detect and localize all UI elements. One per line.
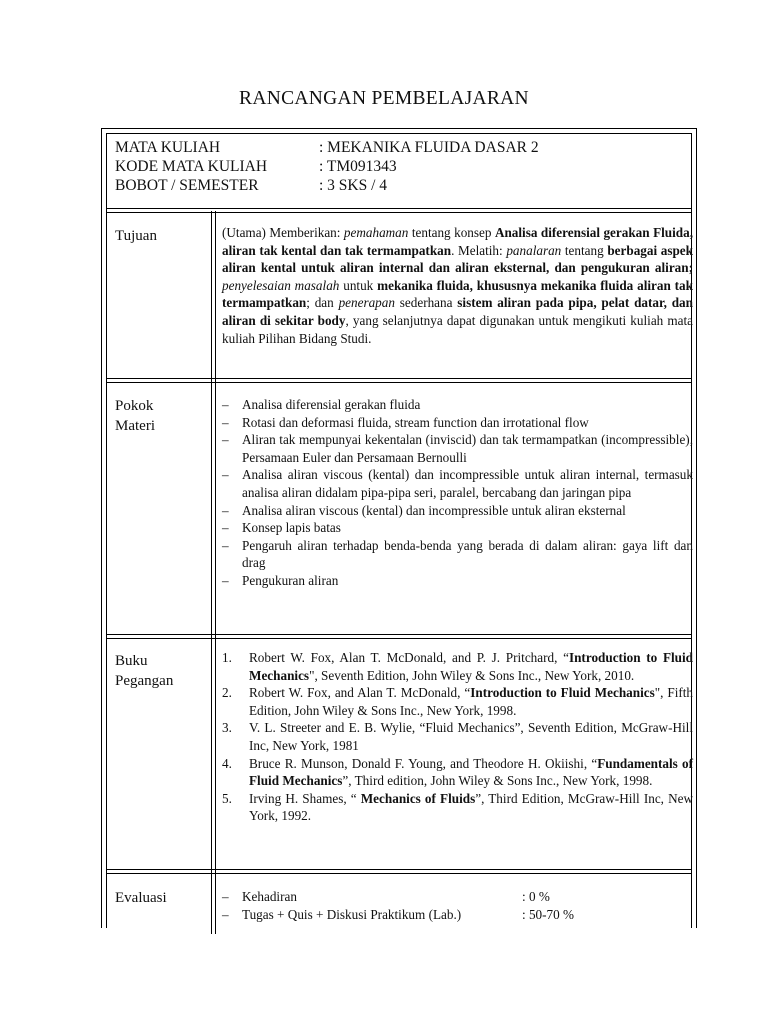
course-table-inner	[106, 133, 692, 928]
reference-number: 5.	[222, 790, 232, 806]
list-item: – Aliran tak mempunyai kekentalan (inviscid) dan tak termampatkan (incompressible), Persamaan Euler dan Persamaan Bernoulli	[222, 431, 693, 466]
text-run: Robert W. Fox, and Alan T. McDonald, “	[249, 685, 471, 701]
label-line: Pokok	[115, 398, 154, 414]
list-item: – Analisa diferensial gerakan fluida	[222, 396, 693, 414]
text-run: Bruce R. Munson, Donald F. Young, and Theodore H. Okiishi, “	[249, 755, 598, 771]
label-line: Buku	[115, 653, 148, 669]
header-row-credits	[115, 176, 387, 195]
page-title: RANCANGAN PEMBELAJARAN	[239, 88, 529, 109]
reference-item	[222, 755, 693, 790]
text-run: sistem aliran pada pipa, pelat datar, dan aliran di sekitar body	[222, 295, 693, 328]
list-item: – Konsep lapis batas	[222, 519, 693, 537]
divider	[107, 634, 691, 639]
reference-item	[222, 649, 693, 684]
text-run: Analisa diferensial gerakan Fluida, aliran tak kental dan tak termampatkan	[222, 225, 694, 258]
reference-item	[222, 790, 693, 825]
pokok-materi-label	[115, 396, 155, 436]
evaluasi-list	[222, 888, 693, 923]
text-run: . Melatih:	[451, 242, 507, 258]
text-run: sederhana	[394, 295, 458, 311]
evaluasi-row	[222, 888, 693, 906]
column-divider	[211, 211, 216, 934]
text-run: berbagai aspek aliran kental untuk aliran internal dan aliran eksternal, dan pengukuran aliran;	[222, 242, 693, 276]
list-item: – Analisa aliran viscous (kental) dan incompressible untuk aliran internal, termasuk analisa aliran didalam pipa-pipa seri, paralel, bercabang dan jaringan pipa	[222, 466, 693, 501]
divider	[107, 378, 691, 383]
evaluasi-label: Evaluasi	[115, 890, 167, 906]
header-value: : TM091343	[319, 158, 397, 175]
evaluasi-name: Kehadiran	[242, 889, 297, 904]
evaluasi-name: Tugas + Quis + Diskusi Praktikum (Lab.)	[242, 906, 462, 922]
list-item: – Pengaruh aliran terhadap benda-benda yang berada di dalam aliran: gaya lift dan drag	[222, 537, 693, 572]
reference-number: 4.	[222, 755, 232, 771]
text-run: Fundamentals of Fluid Mechanics	[249, 755, 693, 789]
header-key: KODE MATA KULIAH	[115, 158, 268, 175]
buku-pegangan-list	[222, 649, 693, 825]
text-run: penerapan	[338, 295, 395, 311]
text-run: panalaran	[506, 242, 562, 258]
text-run: tentang	[561, 242, 608, 258]
text-run: Robert W. Fox, Alan T. McDonald, and P. J. Pritchard, “	[249, 650, 569, 665]
pokok-materi-list	[222, 396, 693, 590]
list-item: – Rotasi dan deformasi fluida, stream function dan irrotational flow	[222, 414, 693, 432]
text-run: Irving H. Shames, “	[249, 790, 361, 806]
tujuan-text	[222, 224, 693, 347]
reference-number: 1.	[222, 650, 232, 665]
header-row-course	[115, 138, 539, 157]
evaluasi-value: : 0 %	[522, 889, 550, 904]
header-row-code	[115, 157, 397, 176]
text-run: Mechanics of Fluids	[360, 790, 476, 806]
buku-pegangan-label	[115, 651, 173, 691]
evaluasi-row	[222, 906, 693, 924]
text-run: ; dan	[306, 295, 339, 311]
header-value: : 3 SKS / 4	[319, 177, 388, 194]
reference-item	[222, 719, 693, 754]
label-line: Pegangan	[115, 673, 174, 689]
text-run: ", Seventh Edition, John Wiley & Sons Inc., New York, 2010.	[309, 667, 635, 683]
text-run: pemahaman	[343, 225, 409, 240]
text-run: , yang selanjutnya dapat digunakan untuk mengikuti kuliah mata kuliah Pilihan Bidang Studi.	[222, 312, 694, 346]
divider	[107, 869, 691, 874]
label-line: Materi	[115, 418, 155, 434]
evaluasi-value: : 50-70 %	[522, 906, 575, 922]
text-run: ", Fifth Edition, John Wiley & Sons Inc., New York, 1998.	[249, 685, 694, 718]
reference-number: 3.	[222, 720, 232, 736]
text-run: Introduction to Fluid Mechanics	[470, 685, 655, 701]
text-run: tentang konsep	[408, 225, 495, 240]
text-run: Introduction to Fluid Mechanics	[249, 650, 693, 683]
course-table	[101, 128, 697, 928]
tujuan-label: Tujuan	[115, 228, 157, 244]
text-run: untuk	[339, 277, 378, 293]
text-run: mekanika fluida, khususnya mekanika fluida aliran tak termampatkan	[222, 277, 693, 311]
reference-item	[222, 684, 693, 719]
text-run: ”, Third edition, John Wiley & Sons Inc., New York, 1998.	[342, 773, 653, 789]
list-item: – Pengukuran aliran	[222, 572, 693, 590]
divider	[107, 208, 691, 213]
header-key: MATA KULIAH	[115, 139, 221, 156]
text-run: (Utama) Memberikan:	[222, 225, 344, 240]
header-value: : MEKANIKA FLUIDA DASAR 2	[319, 139, 539, 156]
text-run: V. L. Streeter and E. B. Wylie, “Fluid Mechanics”, Seventh Edition, McGraw-Hill Inc, New York, 1981	[249, 720, 693, 753]
list-item: – Analisa aliran viscous (kental) dan incompressible untuk aliran eksternal	[222, 502, 693, 520]
reference-number: 2.	[222, 685, 232, 701]
header-key: BOBOT / SEMESTER	[115, 177, 259, 194]
text-run: penyelesaian masalah	[222, 277, 340, 293]
text-run: ”, Third Edition, McGraw-Hill Inc, New York, 1992.	[249, 790, 693, 824]
